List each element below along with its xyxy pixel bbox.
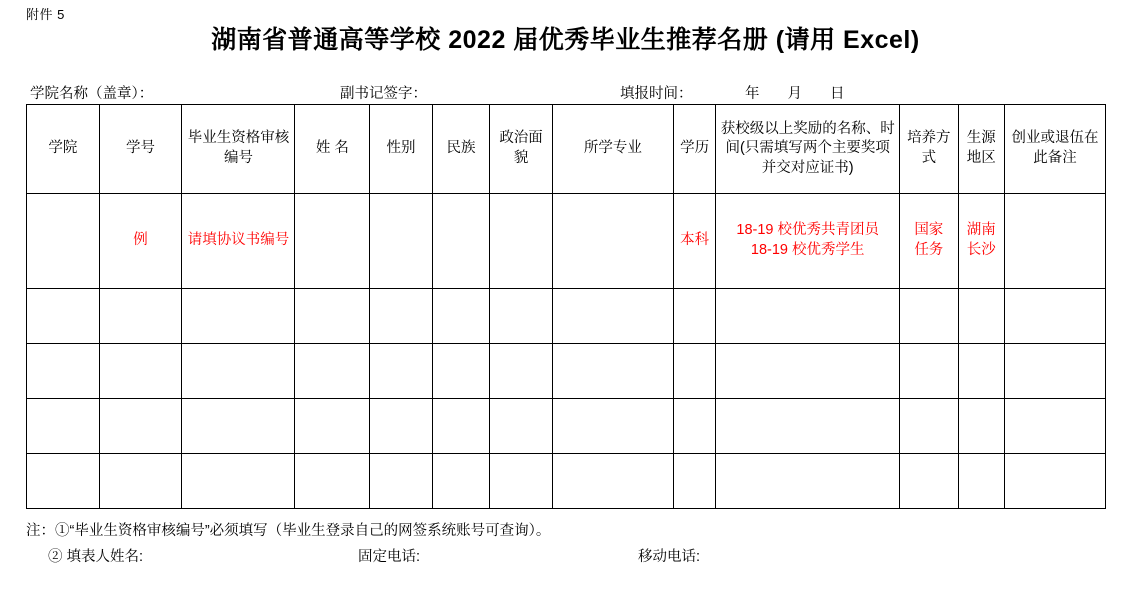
cell-remark[interactable] <box>1005 399 1106 454</box>
cell-student-id[interactable] <box>99 344 182 399</box>
filler-name-label: ② 填表人姓名: <box>48 549 144 565</box>
cell-major[interactable] <box>552 399 673 454</box>
graduates-table <box>26 104 1106 509</box>
awards-line-1: 18-19 校优秀共青团员 <box>736 222 880 239</box>
table-row-example <box>27 194 1106 289</box>
header-student-id: 学号 <box>99 105 182 194</box>
cell-gender[interactable] <box>370 344 433 399</box>
cell-student-id[interactable] <box>99 454 182 509</box>
cell-audit-number[interactable] <box>182 454 295 509</box>
cell-gender[interactable] <box>370 289 433 344</box>
footnote-2 <box>48 545 1098 565</box>
header-major: 所学专业 <box>552 105 673 194</box>
cell-audit-number[interactable] <box>182 399 295 454</box>
cell-political-status[interactable] <box>490 399 553 454</box>
cell-gender[interactable] <box>370 454 433 509</box>
cell-name[interactable] <box>295 194 370 289</box>
fill-date-label: 填报时间： <box>620 86 693 102</box>
cell-origin-region[interactable] <box>958 194 1004 289</box>
header-name: 姓 名 <box>295 105 370 194</box>
cell-college[interactable] <box>27 344 100 399</box>
mobile-label: 移动电话: <box>638 549 701 565</box>
cell-remark[interactable] <box>1005 194 1106 289</box>
cell-education[interactable] <box>673 344 715 399</box>
cell-name[interactable] <box>295 454 370 509</box>
cell-name[interactable] <box>295 399 370 454</box>
college-name-label: 学院名称（盖章）： <box>30 86 154 102</box>
cell-student-id[interactable]: 例 <box>99 194 182 289</box>
training-mode-line-1: 国家 <box>914 222 944 239</box>
cell-major[interactable] <box>552 344 673 399</box>
header-audit-number: 毕业生资格审核编号 <box>182 105 295 194</box>
cell-origin-region[interactable] <box>958 344 1004 399</box>
page-title: 湖南省普通高等学校 2022 届优秀毕业生推荐名册 (请用 Excel) <box>211 26 920 54</box>
cell-origin-region[interactable] <box>958 399 1004 454</box>
origin-line-1: 湖南 <box>966 222 996 239</box>
cell-audit-number[interactable]: 请填协议书编号 <box>182 194 295 289</box>
cell-awards[interactable] <box>716 344 900 399</box>
footnote-1: 注：①“毕业生资格审核编号”必须填写（毕业生登录自己的网签系统账号可查询）。 <box>26 523 551 539</box>
cell-major[interactable] <box>552 289 673 344</box>
cell-education[interactable] <box>673 399 715 454</box>
cell-training-mode[interactable] <box>900 194 959 289</box>
cell-audit-number[interactable] <box>182 289 295 344</box>
cell-college[interactable] <box>27 454 100 509</box>
cell-remark[interactable] <box>1005 289 1106 344</box>
header-remark: 创业或退伍在此备注 <box>1005 105 1106 194</box>
cell-political-status[interactable] <box>490 289 553 344</box>
origin-line-2: 长沙 <box>966 242 996 258</box>
cell-major[interactable] <box>552 194 673 289</box>
cell-training-mode[interactable] <box>900 399 959 454</box>
training-mode-line-2: 任务 <box>914 242 944 258</box>
cell-audit-number[interactable] <box>182 344 295 399</box>
cell-training-mode[interactable] <box>900 289 959 344</box>
header-origin-region: 生源地区 <box>958 105 1004 194</box>
header-awards: 获校级以上奖励的名称、时间(只需填写两个主要奖项并交对应证书) <box>716 105 900 194</box>
meta-row <box>30 82 1100 102</box>
cell-ethnicity[interactable] <box>432 399 490 454</box>
cell-ethnicity[interactable] <box>432 454 490 509</box>
awards-line-2: 18-19 校优秀学生 <box>750 242 865 258</box>
cell-training-mode[interactable] <box>900 344 959 399</box>
cell-college[interactable] <box>27 399 100 454</box>
header-college: 学院 <box>27 105 100 194</box>
secretary-signature-label: 副书记签字： <box>340 86 427 102</box>
cell-awards[interactable] <box>716 289 900 344</box>
cell-political-status[interactable] <box>490 194 553 289</box>
cell-major[interactable] <box>552 454 673 509</box>
cell-training-mode[interactable] <box>900 454 959 509</box>
cell-education[interactable] <box>673 454 715 509</box>
header-political-status: 政治面貌 <box>490 105 553 194</box>
cell-political-status[interactable] <box>490 454 553 509</box>
cell-ethnicity[interactable] <box>432 344 490 399</box>
table-row <box>27 454 1106 509</box>
cell-political-status[interactable] <box>490 344 553 399</box>
table-row <box>27 289 1106 344</box>
cell-student-id[interactable] <box>99 399 182 454</box>
cell-ethnicity[interactable] <box>432 194 490 289</box>
cell-ethnicity[interactable] <box>432 289 490 344</box>
cell-college[interactable] <box>27 289 100 344</box>
header-training-mode: 培养方式 <box>900 105 959 194</box>
attachment-number: 附件 5 <box>26 7 65 22</box>
date-units-label: 年 月 日 <box>745 86 857 102</box>
cell-awards[interactable] <box>716 454 900 509</box>
cell-gender[interactable] <box>370 399 433 454</box>
cell-education[interactable] <box>673 289 715 344</box>
table-header-row <box>27 105 1106 194</box>
cell-education[interactable]: 本科 <box>673 194 715 289</box>
cell-remark[interactable] <box>1005 454 1106 509</box>
cell-origin-region[interactable] <box>958 454 1004 509</box>
cell-origin-region[interactable] <box>958 289 1004 344</box>
header-ethnicity: 民族 <box>432 105 490 194</box>
landline-label: 固定电话: <box>358 549 421 565</box>
cell-college[interactable] <box>27 194 100 289</box>
cell-student-id[interactable] <box>99 289 182 344</box>
cell-name[interactable] <box>295 344 370 399</box>
header-gender: 性别 <box>370 105 433 194</box>
cell-remark[interactable] <box>1005 344 1106 399</box>
cell-awards[interactable] <box>716 194 900 289</box>
cell-name[interactable] <box>295 289 370 344</box>
header-education: 学历 <box>673 105 715 194</box>
table-row <box>27 399 1106 454</box>
cell-awards[interactable] <box>716 399 900 454</box>
cell-gender[interactable] <box>370 194 433 289</box>
table-row <box>27 344 1106 399</box>
